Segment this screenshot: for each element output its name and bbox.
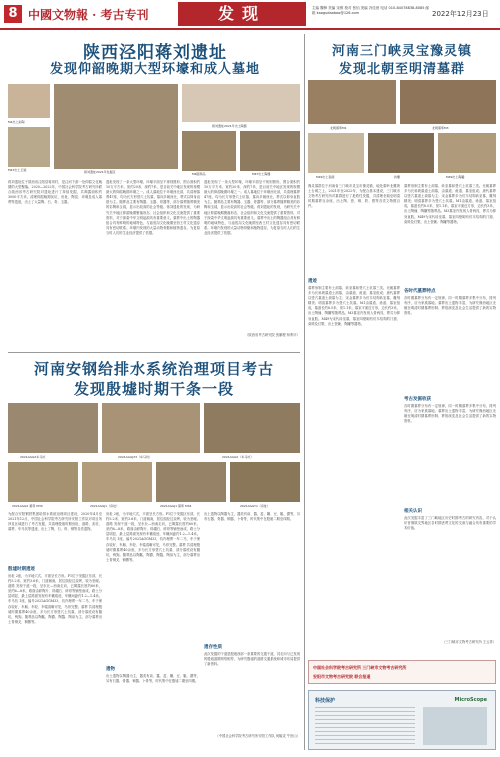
sanmenxia-subheading: 各时代墓葬特点: [404, 289, 436, 294]
ad-left-label: 科技保护: [315, 698, 336, 704]
sanmenxia-author: （三门峡市文物考古研究所 王云祥）: [442, 640, 496, 644]
anyang-body3: 此次发掘的干道是殷墟西部一条重要的交通干道，其走向与已发现的殷墟道路网络相符，为研究殷墟的道路交通系统和城市布局提供了新资料。: [204, 652, 300, 667]
shaanxi-body: 遗址发现了一条大型环壕，环壕平面呈不规则圆形，围合面积约10万平方米，宽约20米、深约7米，是目前关中地区发现的规模最大的仰韶晚期环壕之一。成人墓地位于环壕西北部，共清理墓葬47座，均为长方形竖穴土坑墓，墓向多朝西北，葬式以仰身直肢为主。随葬品主要有陶器、玉器、骨器等，部分墓葬随葬精美的彩陶和玉钺，显示出较高的社会等级。蒋刘遗址的发现，为研究关中地区仰韶晚期聚落形态、社会组织和文化交流提供了重要资料，对于探索中华文明起源具有重要意义。墓葬中出土的陶器组合具有鲜明的地域特色，与庙底沟文化晚期至西王村文化遗存具有密切联系。环壕内发现的大量动物骨骼和植物遗存，为复原当时人们的生业经济提供了依据。: [106, 180, 200, 235]
anyang-subheading: 殷墟时期遗迹: [8, 567, 35, 572]
sanmenxia-subheading: 相关认识: [404, 509, 422, 514]
shaanxi-photo-jade-axe: [8, 127, 50, 167]
shaanxi-title-line2: 发现仰韶晚期大型环壕和成人墓地: [49, 62, 260, 77]
anyang-photo-5: [82, 462, 152, 502]
sanmenxia-caption: 北朝墓葬M1: [330, 126, 347, 130]
anyang-photo-4: [8, 462, 78, 502]
shaanxi-photo-pottery-group: [182, 84, 300, 122]
shaanxi-caption: M47出土玉钺: [8, 168, 27, 172]
sanmenxia-body2-cont: 墓葬形制主要有土洞墓、砖室墓和竖穴土坑墓三类。北朝墓葬多为长斜坡墓道土洞墓，由墓道、甬道、墓室组成；唐代墓葬以竖穴墓道土洞墓为主；宋金墓葬多为仿木结构砖室墓，雕刻精美；明清墓葬多为竖穴土坑墓。M1由墓道、甬道、墓室组成，墓道长约8.5米、宽1.1米，墓室平面近方形，边长约3米，出土陶俑、陶罐等随葬品。M3墓室内发现人骨两具，葬式为仰身直肢。M49为宋代砖室墓，墓室四壁砌有仿木结构的门窗、桌椅及灯檠，出土瓷碗、陶罐等器物。: [404, 184, 496, 224]
anyang-intro: 为配合安阳钢铁集团给排水系统治理项目建设，2020年4月至2021年12月，中国社会科学院考古研究所安阳工作队对项目所涉及区域进行了考古发掘，共清理殷墟时期房址、道路、灰坑、墓葬、车马坑等遗迹，出土了陶、石、骨、铜等各类遗物。: [8, 512, 102, 532]
sanmenxia-caption: 砖雕: [394, 175, 401, 179]
sanmenxia-title-line1: 河南三门峡灵宝豫灵镇: [331, 44, 472, 59]
anyang-caption: 2021AGGJ1 墓葬 M34: [160, 504, 192, 508]
anyang-photo-1: [8, 403, 98, 453]
sanmenxia-title-line2: 发现北朝至明清墓群: [338, 62, 465, 77]
sanmenxia-body3: 各时期墓葬分布有一定规律，同一时期墓葬多集中分布，排列有序，应为家族墓地。墓葬出土遗物丰富，为研究豫西地区北朝至明清时期墓葬形制、葬俗演变及社会生活提供了新的实物资料。: [404, 296, 496, 316]
shaanxi-caption: 蒋刘遗址2021年出土陶器: [212, 124, 247, 128]
shaanxi-caption: M4随葬品: [192, 172, 206, 176]
anyang-title-line1: 河南安钢给排水系统治理项目考古: [33, 360, 274, 378]
shaanxi-photo-painted-pottery: [8, 84, 50, 118]
editor-info: 主编 魏锋 责编 宋维 校对 张怡 美编 冯佳萱 电话 010-84078838-8085 邮箱 kaogudaobao@126.com: [312, 6, 430, 15]
sanmenxia-subheading: 考古发掘收获: [404, 397, 431, 402]
anyang-photo-2: [102, 403, 200, 453]
shaanxi-body-2: 遗址发现了一条大型环壕，环壕平面呈不规则圆形，围合面积约10万平方米，宽约20米、深约7米，是目前关中地区发现的规模最大的仰韶晚期环壕之一。成人墓地位于环壕西北部，共清理墓葬47座，均为长方形竖穴土坑墓，墓向多朝西北，葬式以仰身直肢为主。随葬品主要有陶器、玉器、骨器等，部分墓葬随葬精美的彩陶和玉钺，显示出较高的社会等级。蒋刘遗址的发现，为研究关中地区仰韶晚期聚落形态、社会组织和文化交流提供了重要资料，对于探索中华文明起源具有重要意义。墓葬中出土的陶器组合具有鲜明的地域特色，与庙底沟文化晚期至西王村文化遗存具有密切联系。环壕内发现的大量动物骨骼和植物遗存，为复原当时人们的生业经济提供了依据。: [204, 180, 300, 235]
anyang-subheading: 遗物: [106, 667, 115, 672]
banner-line1: 中国社会科学院考古研究所 三门峡市文物考古研究所: [313, 665, 407, 670]
anyang-caption: 2021AGGY1（房址）: [240, 504, 270, 508]
anyang-caption: 2021AGGJ33（车马坑）: [118, 455, 152, 459]
anyang-body2-cont: 出土遗物以陶器为主，器类有鬲、簋、盆、罐、豆、觚、爵等，另有石器、骨器、铜器、卜骨等，时代集中在殷墟二期至四期。: [204, 512, 300, 522]
issue-date: 2022年12月23日: [432, 10, 489, 18]
anyang-body2: 出土遗物以陶器为主，器类有鬲、簋、盆、罐、豆、觚、爵等，另有石器、骨器、铜器、卜骨等，时代集中在殷墟二期至四期。: [106, 674, 200, 684]
anyang-caption: 2021AGGJ1（房址）: [90, 504, 120, 508]
column-divider: [304, 34, 305, 750]
page-number: 8: [4, 5, 22, 23]
anyang-author: （中国社会科学院考古研究所安阳工作队 何毓灵 牛世山）: [215, 734, 300, 738]
sanmenxia-photo-m1: [308, 80, 396, 124]
anyang-caption: 2021AGGX 墓葬 M30: [12, 504, 43, 508]
ad-right-label: MicroScope: [454, 697, 487, 703]
shaanxi-intro: 蒋刘遗址位于陕西省泾阳县蒋刘村，是泾河下游一处仰韶文化晚期的大型聚落。2020—2022年，中国社会科学院考古研究所联合陕西省考古研究院对遗址进行了持续发掘，共揭露面积约3000平方米，清理仰韶晚期灰坑、房址、陶窑、环壕及成人墓葬等遗迹，出土了大量陶、石、骨、玉器。: [8, 180, 102, 205]
shaanxi-caption: 蒋刘遗址2021年发掘区: [84, 170, 116, 174]
anyang-photo-6: [156, 462, 226, 502]
divider: [8, 352, 300, 353]
advertisement[interactable]: [308, 690, 496, 750]
shaanxi-photo-excavation-area: [54, 84, 178, 169]
sanmenxia-photo-brick: [368, 133, 434, 173]
anyang-caption: 2021AGGX车马坑: [20, 455, 46, 459]
anyang-photo-3: [204, 403, 300, 453]
shaanxi-caption: M47出土陶器: [252, 172, 271, 176]
section-title: 发现: [178, 2, 306, 26]
sanmenxia-body2: 墓葬形制主要有土洞墓、砖室墓和竖穴土坑墓三类。北朝墓葬多为长斜坡墓道土洞墓，由墓道、甬道、墓室组成；唐代墓葬以竖穴墓道土洞墓为主；宋金墓葬多为仿木结构砖室墓，雕刻精美；明清墓葬多为竖穴土坑墓。M1由墓道、甬道、墓室组成，墓道长约8.5米、宽1.1米，墓室平面近方形，边长约3米，出土陶俑、陶罐等随葬品。M3墓室内发现人骨两具，葬式为仰身直肢。M49为宋代砖室墓，墓室四壁砌有仿木结构的门窗、桌椅及灯檠，出土瓷碗、陶罐等器物。: [308, 286, 400, 326]
anyang-caption: 2021AGGX（车马坑）: [222, 455, 254, 459]
newspaper-masthead: 中國文物報 · 考古专刊: [28, 8, 149, 22]
anyang-body1-cont: 房址 2座，为半地穴式，平面呈长方形。F1位于发掘区东部，长约5.2米、宽约3.6米，门道朝南，居住面经过烧烤，较为坚硬。道路 发现干道一段，呈东北—西南走向，已揭露长度约60米，宽约6—8米，路面由碎陶片、料礓石、碎骨等铺垫而成，路土分层明显，最上层路面发现有车辙痕迹，车辙间距约1.2—1.4米。车马坑 1座，编号2021AGGM33，坑内埋葬一车二马，车子保存较好，车厢、车轮、车辕清晰可见，马骨完整。墓葬 共清理殷墟时期墓葬40余座，多为长方形竖穴土坑墓，部分墓底设有腰坑，殉狗。随葬品以陶觚、陶爵、陶簋、陶鬲为主，部分墓葬出土青铜戈、铜镞等。: [106, 512, 200, 562]
shaanxi-author: （陕西省考古研究院 张鹏程 杨利平）: [245, 333, 300, 337]
sanmenxia-photo-bowl: [308, 133, 364, 173]
header-rule: [0, 28, 500, 30]
shaanxi-photo-grave-m47: [240, 131, 300, 171]
sanmenxia-caption: M49出土瓷碗: [316, 175, 335, 179]
anyang-photo-7: [230, 462, 300, 502]
banner-line2: 安阳市文物考古研究院 联合报道: [313, 674, 371, 679]
sanmenxia-body1: 豫灵墓群位于河南省三门峡市灵宝市豫灵镇，地处秦岭北麓黄土台塬之上。2021年至2022年，为配合基本建设，三门峡市文物考古研究所对墓群进行了抢救性发掘，共清理北朝至明清时期墓葬百余座，出土陶、瓷、铜、铁、银等各类文物数百件。: [308, 184, 400, 209]
anyang-title-line2: 发现殷墟时期干条一段: [73, 380, 234, 398]
sanmenxia-body3-cont: 各时期墓葬分布有一定规律，同一时期墓葬多集中分布，排列有序，应为家族墓地。墓葬出土遗物丰富，为研究豫西地区北朝至明清时期墓葬形制、葬俗演变及社会生活提供了新的实物资料。: [404, 404, 496, 424]
sanmenxia-caption: M49出土陶罐: [446, 175, 465, 179]
sanmenxia-body4: 此次发掘丰富了三门峡地区历史时期考古的研究内容，对于认识晋豫陕交界地区各时期丧葬文化的交流与融合具有重要的学术价值。: [404, 516, 496, 531]
ad-product-image: [423, 707, 487, 745]
joint-report-banner: [308, 660, 496, 684]
page-header: [0, 0, 500, 30]
sanmenxia-caption: 北朝墓葬M3: [432, 126, 449, 130]
sanmenxia-photo-jar: [438, 133, 496, 173]
anyang-subheading: 遗存性质: [204, 645, 222, 650]
shaanxi-title-line1: 陕西泾阳蒋刘遗址: [83, 43, 227, 63]
sanmenxia-photo-m3: [400, 80, 496, 124]
ad-left-text-block: [315, 707, 415, 745]
sanmenxia-subheading: 遗迹: [308, 279, 317, 284]
shaanxi-photo-grave-m4: [182, 131, 236, 171]
shaanxi-caption: M4出土彩陶: [8, 120, 25, 124]
anyang-body1: 房址 2座，为半地穴式，平面呈长方形。F1位于发掘区东部，长约5.2米、宽约3.6米，门道朝南，居住面经过烧烤，较为坚硬。道路 发现干道一段，呈东北—西南走向，已揭露长度约60米，宽约6—8米，路面由碎陶片、料礓石、碎骨等铺垫而成，路土分层明显，最上层路面发现有车辙痕迹，车辙间距约1.2—1.4米。车马坑 1座，编号2021AGGM33，坑内埋葬一车二马，车子保存较好，车厢、车轮、车辕清晰可见，马骨完整。墓葬 共清理殷墟时期墓葬40余座，多为长方形竖穴土坑墓，部分墓底设有腰坑，殉狗。随葬品以陶觚、陶爵、陶簋、陶鬲为主，部分墓葬出土青铜戈、铜镞等。: [8, 574, 102, 624]
